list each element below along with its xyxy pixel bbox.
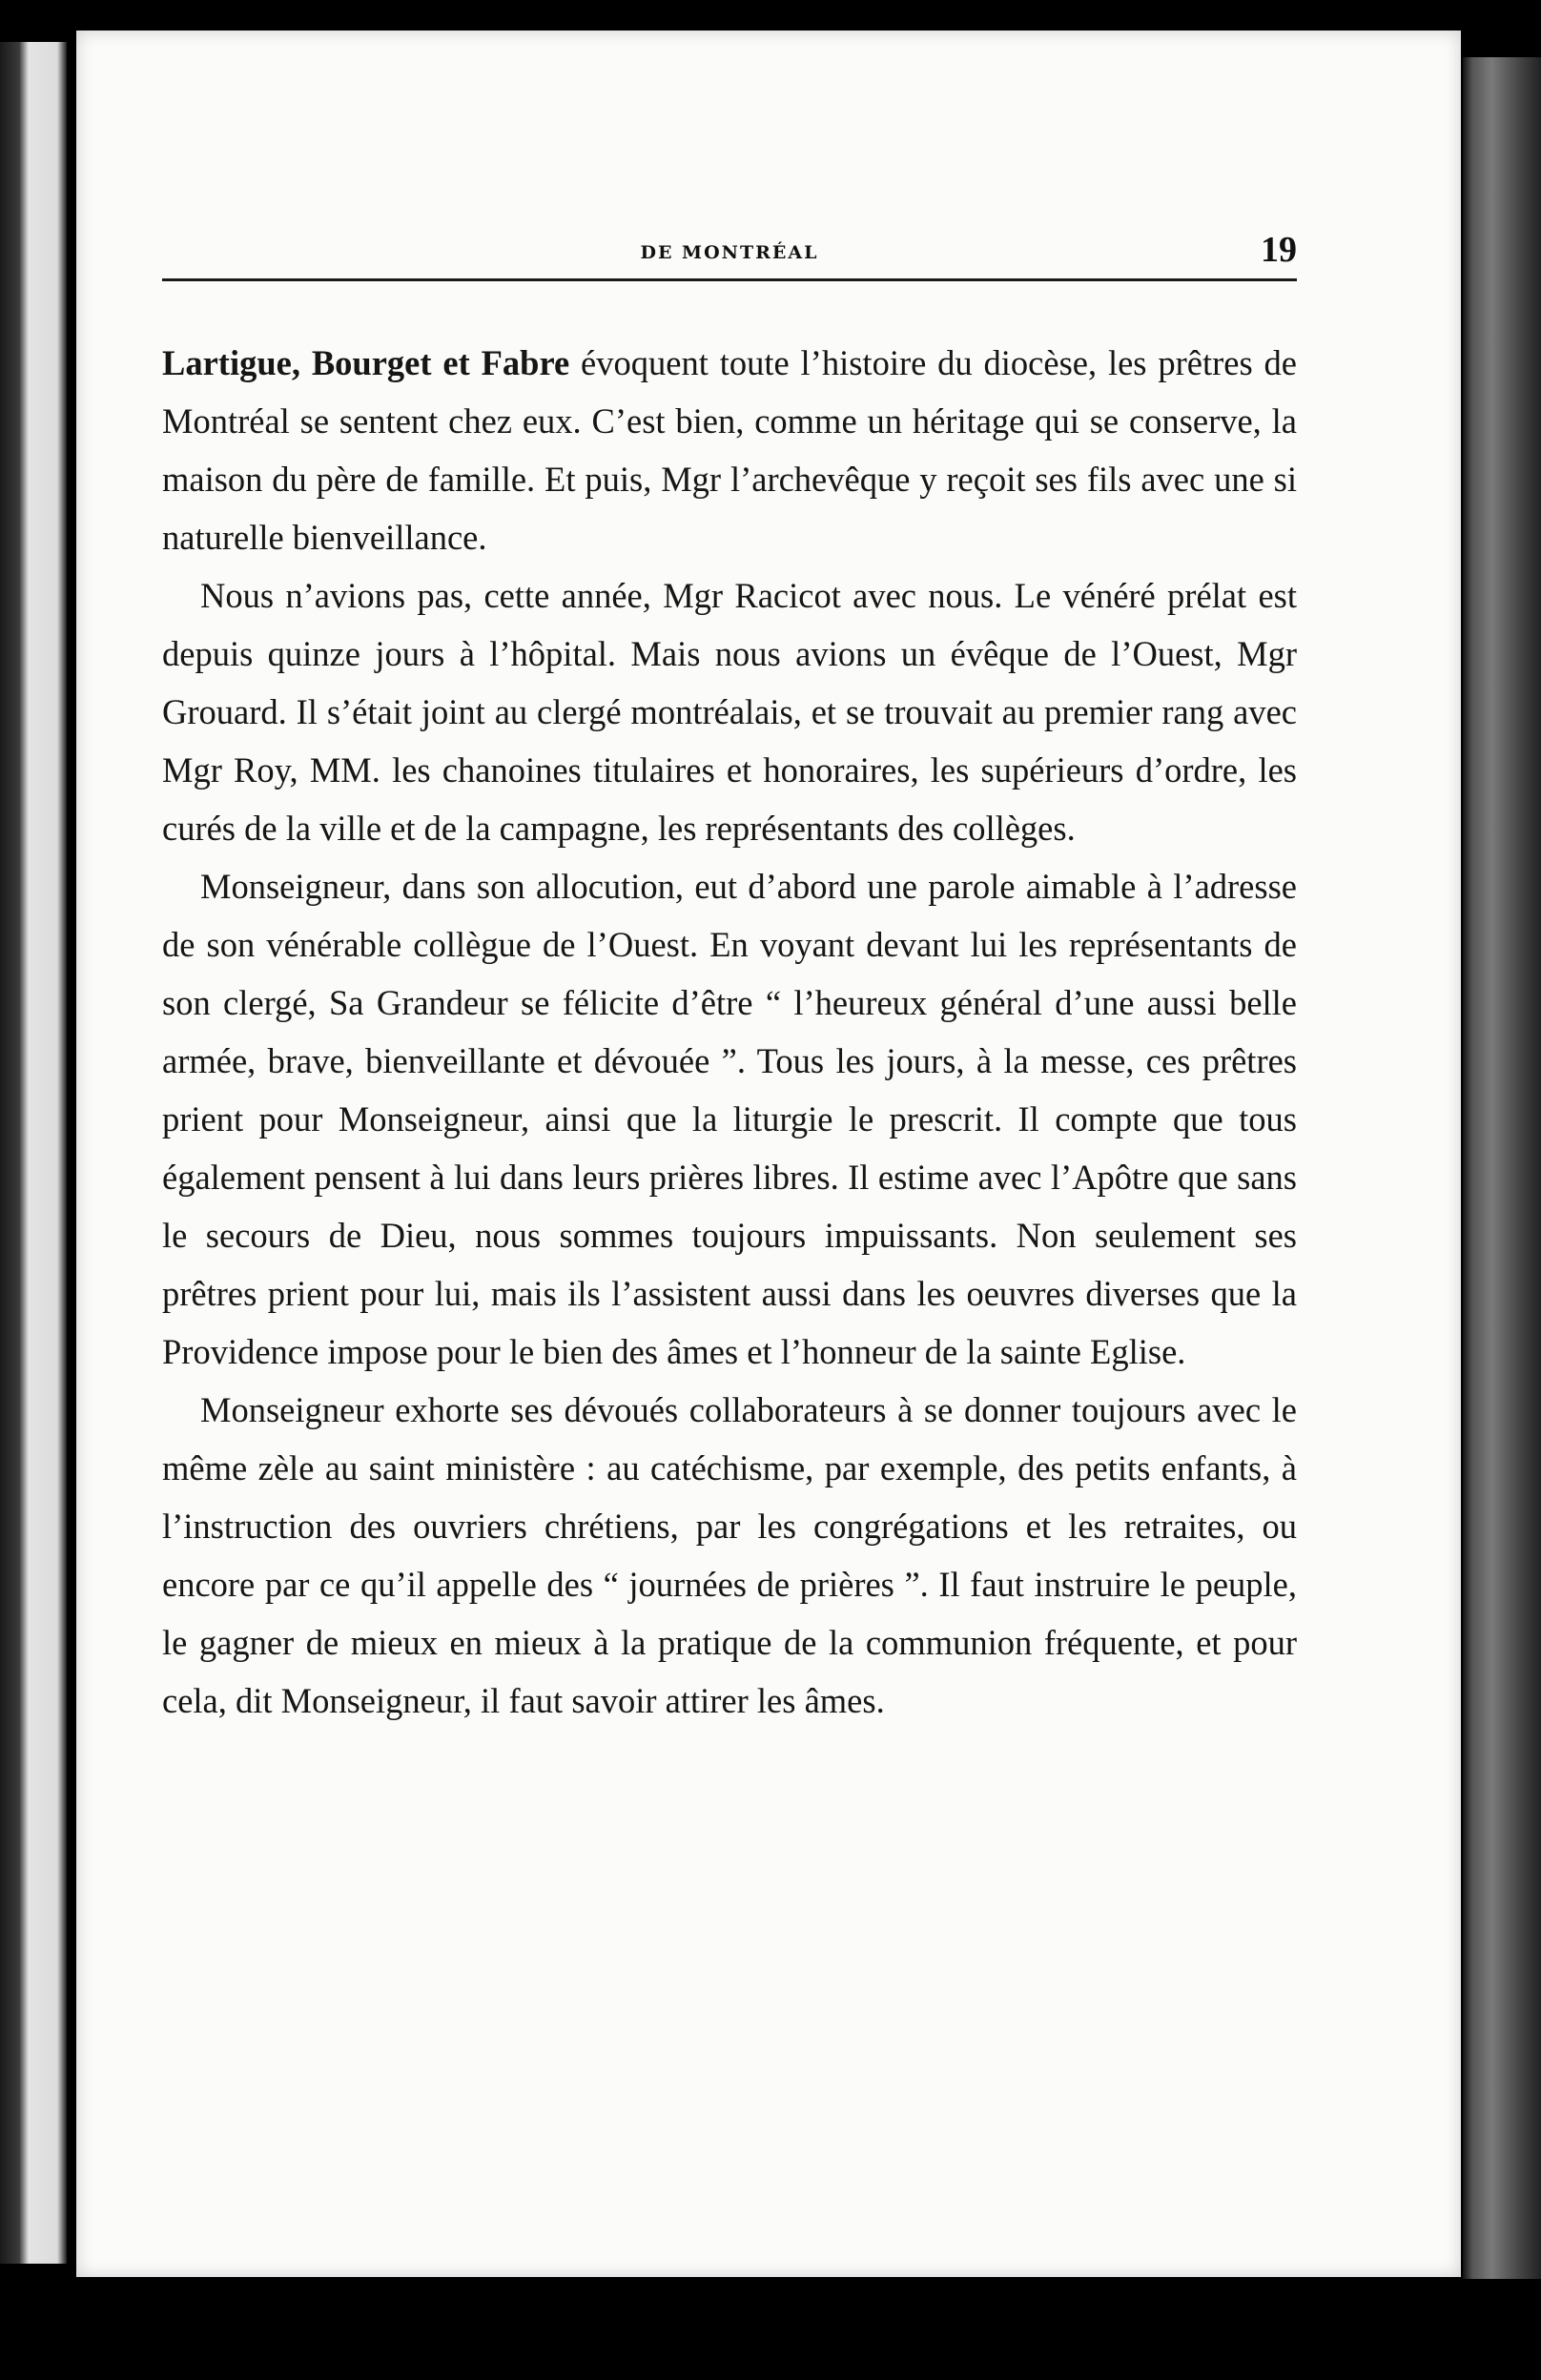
paragraph-2: Nous n’avions pas, cette année, Mgr Racicot avec nous. Le vénéré prélat est depuis quinze jours à l’hôpital. Mais nous avions un évêque de l’Ouest, Mgr Grouard. Il s’était joint au clergé montréalais, et se trouvait au premier rang avec Mgr Roy, MM. les chanoines titulaires et honoraires, les supérieurs d’ordre, les curés de la ville et de la campagne, les représentants des collèges.	[162, 576, 1297, 848]
paragraph-1-text: évoquent toute l’histoire du diocèse, les prêtres de Montréal se sentent chez eux. C’est bien, comme un héritage qui se conserve, la maison du père de famille. Et puis, Mgr l’archevêque y reçoit ses fils avec une si naturelle bienveillance.	[162, 343, 1297, 557]
right-page-edge	[1463, 57, 1541, 2279]
paragraph-3: Monseigneur, dans son allocution, eut d’abord une parole aimable à l’adresse de son vénérable collègue de l’Ouest. En voyant devant lui les représentants de son clergé, Sa Grandeur se félicite d’être “ l’heureux général d’une aussi belle armée, brave, bienveillante et dévouée ”. Tous les jours, à la messe, ces prêtres prient pour Monseigneur, ainsi que la liturgie le prescrit. Il compte que tous également pensent à lui dans leurs prières libres. Il estime avec l’Apôtre que sans le secours de Dieu, nous sommes toujours impuissants. Non seulement ses prêtres prient pour lui, mais ils l’assistent aussi dans les oeuvres diverses que la Providence impose pour le bien des âmes et l’honneur de la sainte Eglise.	[162, 867, 1297, 1371]
left-page-edge	[0, 42, 67, 2264]
page-number: 19	[1261, 230, 1297, 270]
running-title: DE MONTRÉAL	[640, 242, 819, 263]
body-text	[162, 334, 1297, 1730]
paragraph-1	[162, 334, 1297, 566]
running-head	[162, 202, 1297, 281]
paragraph-4: Monseigneur exhorte ses dévoués collaborateurs à se donner toujours avec le même zèle au saint ministère : au catéchisme, par exemple, des petits enfants, à l’instruction des ouvriers chrétiens, par les congrégations et les retraites, ou encore par ce qu’il appelle des “ journées de prières ”. Il faut instruire le peuple, le gagner de mieux en mieux à la pratique de la communion fréquente, et pour cela, dit Monseigneur, il faut savoir attirer les âmes.	[162, 1390, 1297, 1720]
book-page	[76, 31, 1461, 2277]
paragraph-1-bold-lead: Lartigue, Bourget et Fabre	[162, 343, 570, 382]
